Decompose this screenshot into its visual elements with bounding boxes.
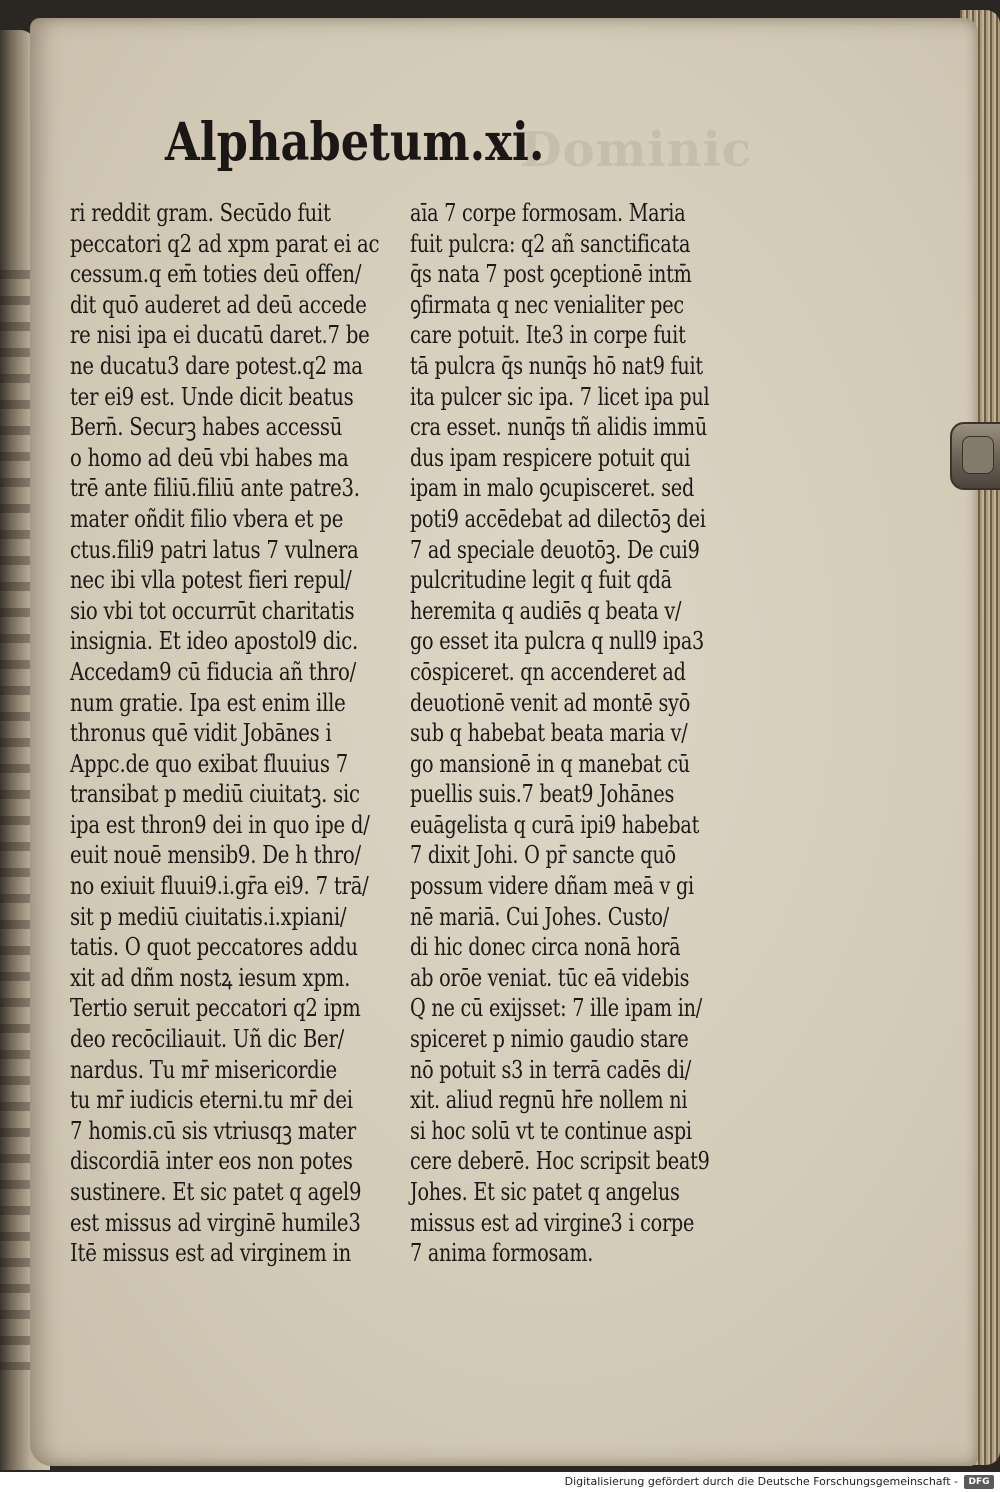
- text-line: q̄s nata 7 post ꝯceptionē intm̄: [410, 260, 692, 289]
- text-line: cra esset. nunq̄s tñ alidis immū: [410, 413, 707, 442]
- text-line: ne ducatu3 dare potest.q2 ma: [70, 351, 363, 380]
- text-line: discordiā inter eos non potes: [70, 1147, 353, 1176]
- text-line: 7 dixit Johi. O pr̄ sancte quō: [410, 841, 676, 870]
- text-line: heremita q audiēs q beata v/: [410, 596, 682, 625]
- text-line: tu mr̄ iudicis eterni.tu mr̄ dei: [70, 1086, 353, 1115]
- text-line: ipam in malo ꝯcupisceret. sed: [410, 474, 695, 503]
- text-line: Johes. Et sic patet q angelus: [410, 1178, 680, 1206]
- text-line: Tertio seruit peccatori q2 ipm: [70, 994, 361, 1023]
- text-line: 7 homis.cū sis vtriusqꝫ mater: [70, 1116, 356, 1145]
- text-line: re nisi ipa ei ducatū daret.7 be: [70, 321, 370, 350]
- text-line: xit ad dñm nostꝝ iesum xpm.: [70, 963, 351, 992]
- text-line: si hoc solū vt te continue aspi: [410, 1116, 692, 1145]
- text-line: sub q habebat beata maria v/: [410, 719, 688, 748]
- text-line: ꝯfirmata q nec venialiter pec: [410, 290, 684, 319]
- text-line: 7 anima formosam.: [410, 1239, 594, 1268]
- text-line: aīa 7 corpe formosam. Maria: [410, 199, 686, 227]
- text-line: tā pulcra q̄s nunq̄s hō nat9 fuit: [410, 351, 703, 380]
- text-line: tatis. O quot peccatores addu: [70, 933, 358, 962]
- text-line: nō potuit s3 in terrā cadēs di/: [410, 1055, 691, 1084]
- dfg-logo: DFG: [964, 1475, 994, 1489]
- text-line: go mansionē in q manebat cū: [410, 749, 690, 778]
- text-line: cōspiceret. qn accenderet ad: [410, 657, 686, 686]
- text-line: cessum.q em̄ toties deū offen/: [70, 260, 362, 289]
- text-line: fuit pulcra: q2 añ sanctificata: [410, 229, 691, 258]
- text-line: euāgelista q curā ipi9 habebat: [410, 810, 700, 839]
- text-line: cere deberē. Hoc scripsit beat9: [410, 1147, 710, 1176]
- book-clasp: [950, 422, 1000, 490]
- text-line: insignia. Et ideo apostol9 dic.: [70, 627, 358, 656]
- text-line: sit p mediū ciuitatis.i.xpiani/: [70, 902, 347, 931]
- text-line: Q ne cū exijsset: 7 ille ipam in/: [410, 994, 702, 1023]
- text-line: nardus. Tu mr̄ misericordie: [70, 1055, 337, 1084]
- text-line: deuotionē venit ad montē syō: [410, 688, 691, 717]
- text-line: nec ibi vlla potest fieri repul/: [70, 566, 352, 595]
- text-line: missus est ad virgine3 i corpe: [410, 1208, 695, 1237]
- clasp-plate: [962, 436, 994, 474]
- text-line: mater oñdit filio vbera et pe: [70, 504, 344, 533]
- text-line: Appc.de quo exibat fluuius 7: [70, 749, 348, 778]
- text-line: deo recōciliauit. Uñ dic Ber/: [70, 1025, 345, 1054]
- text-line: ipa est thron9 dei in quo ipe d/: [70, 810, 370, 839]
- text-line: possum videre dñam meā v gi: [410, 872, 694, 901]
- text-line: Bern̄. Securꝫ habes accessū: [70, 413, 343, 442]
- text-line: 7 ad speciale deuotōꝫ. De cui9: [410, 535, 700, 564]
- text-line: ab orōe veniat. tūc eā videbis: [410, 963, 690, 992]
- text-line: peccatori q2 ad xpm parat ei ac: [70, 229, 380, 258]
- text-line: sio vbi tot occurrūt charitatis: [70, 596, 355, 625]
- text-line: thronus quē vidit Jobānes i: [70, 719, 332, 748]
- text-line: ter ei9 est. Unde dicit beatus: [70, 382, 354, 411]
- funding-credit: Digitalisierung gefördert durch die Deutsche Forschungsgemeinschaft -: [564, 1475, 958, 1488]
- left-text-column: [70, 198, 400, 1269]
- text-line: spiceret p nimio gaudio stare: [410, 1025, 689, 1054]
- text-line: nē mariā. Cui Johes. Custo/: [410, 902, 669, 931]
- text-line: go esset ita pulcra q null9 ipa3: [410, 627, 705, 656]
- right-text-column: [410, 198, 750, 1269]
- text-line: no exiuit fluui9.i.gr̄a ei9. 7 trā/: [70, 872, 369, 901]
- text-line: est missus ad virginē humile3: [70, 1208, 361, 1237]
- text-line: dit quō auderet ad deū accede: [70, 290, 367, 319]
- footer-bar: [0, 1472, 1000, 1492]
- text-line: care potuit. Ite3 in corpe fuit: [410, 321, 686, 350]
- text-line: Itē missus est ad virginem in: [70, 1239, 352, 1268]
- text-line: ctus.fili9 patri latus 7 vulnera: [70, 535, 359, 564]
- text-line: num gratie. Ipa est enim ille: [70, 688, 346, 717]
- text-line: dus ipam respicere potuit qui: [410, 443, 691, 472]
- text-line: Accedam9 cū fiducia añ thro/: [70, 657, 357, 686]
- text-line: xit. aliud regnū hr̄e nollem ni: [410, 1086, 688, 1115]
- page-heading: Alphabetum.xi.: [165, 112, 545, 173]
- text-line: ita pulcer sic ipa. 7 licet ipa pul: [410, 382, 710, 411]
- text-line: sustinere. Et sic patet q agel9: [70, 1178, 362, 1206]
- text-line: transibat p mediū ciuitatꝫ. sic: [70, 780, 360, 809]
- text-line: ri reddit gram. Secūdo fuit: [70, 199, 331, 227]
- show-through-heading: Dominic: [520, 122, 753, 178]
- text-line: trē ante filiū.filiū ante patre3.: [70, 474, 360, 503]
- text-line: di hic donec circa nonā horā: [410, 933, 681, 962]
- text-line: euit nouē mensib9. De h thro/: [70, 841, 361, 870]
- text-line: o homo ad deū vbi habes ma: [70, 443, 349, 472]
- text-line: pulcritudine legit q fuit qdā: [410, 566, 672, 595]
- text-line: poti9 accēdebat ad dilectōꝫ dei: [410, 504, 706, 533]
- text-line: puellis suis.7 beat9 Johānes: [410, 780, 675, 809]
